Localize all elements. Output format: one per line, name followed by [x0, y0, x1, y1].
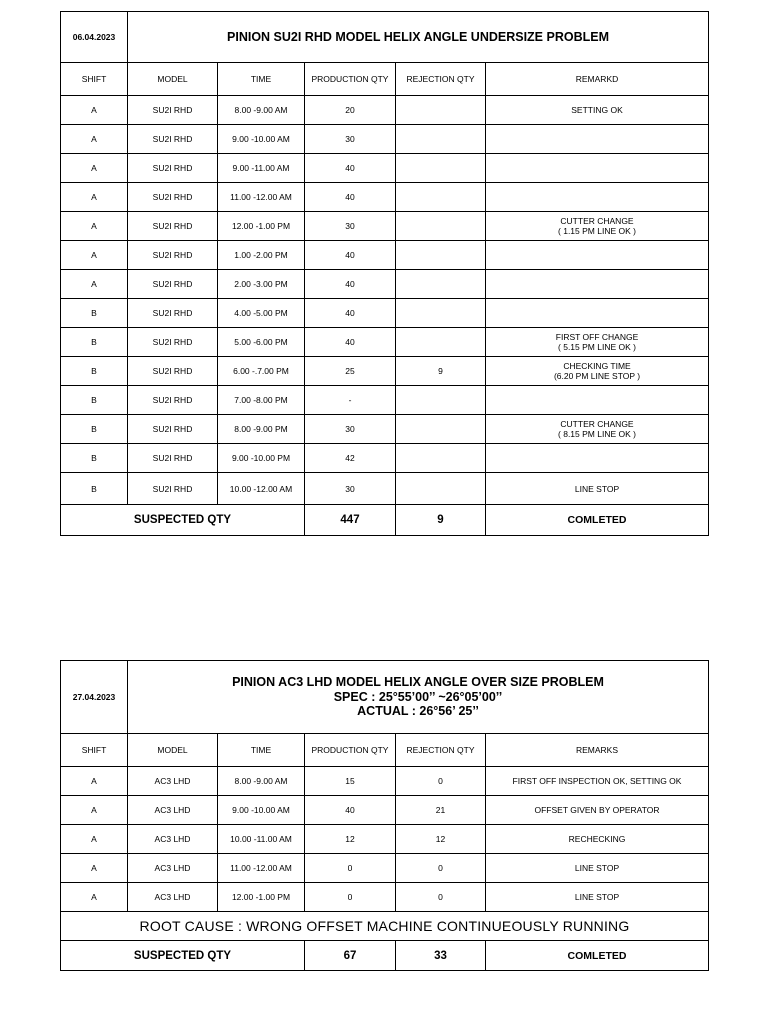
production-qty-cell: 20: [305, 96, 396, 125]
remark-cell: LINE STOP: [486, 883, 709, 912]
model-cell: SU2I RHD: [128, 386, 218, 415]
spec-line: SPEC : 25°55’00’’ ~26°05’00’’: [333, 689, 503, 704]
summary-label: SUSPECTED QTY: [61, 505, 305, 536]
rejection-qty-cell: [396, 183, 486, 212]
time-cell: 12.00 -1.00 PM: [218, 883, 305, 912]
time-cell: 9.00 -10.00 AM: [218, 125, 305, 154]
time-cell: 1.00 -2.00 PM: [218, 241, 305, 270]
production-qty-cell: 40: [305, 183, 396, 212]
remark-line: ( 1.15 PM LINE OK ): [558, 226, 636, 236]
report-title: [128, 661, 709, 734]
model-cell: SU2I RHD: [128, 357, 218, 386]
model-cell: SU2I RHD: [128, 212, 218, 241]
table-row: [61, 270, 709, 299]
table-row: [61, 212, 709, 241]
model-cell: SU2I RHD: [128, 444, 218, 473]
shift-cell: A: [61, 96, 128, 125]
col-remarks: REMARKS: [486, 734, 709, 767]
shift-cell: A: [61, 125, 128, 154]
shift-cell: B: [61, 415, 128, 444]
rejection-qty-cell: [396, 444, 486, 473]
remark-cell: [486, 473, 709, 505]
shift-cell: B: [61, 444, 128, 473]
remark-cell: [486, 183, 709, 212]
col-time: TIME: [218, 63, 305, 96]
time-cell: 6.00 -.7.00 PM: [218, 357, 305, 386]
time-cell: 8.00 -9.00 AM: [218, 96, 305, 125]
rejection-qty-cell: [396, 96, 486, 125]
remark-line: LINE STOP: [574, 483, 620, 494]
report-date: 06.04.2023: [61, 12, 128, 63]
production-qty-cell: 40: [305, 328, 396, 357]
shift-cell: B: [61, 299, 128, 328]
production-qty-cell: 0: [305, 854, 396, 883]
rejection-qty-cell: 0: [396, 854, 486, 883]
model-cell: SU2I RHD: [128, 415, 218, 444]
time-cell: 11.00 -12.00 AM: [218, 183, 305, 212]
table-row: [61, 154, 709, 183]
rejection-qty-cell: [396, 386, 486, 415]
production-qty-cell: 40: [305, 270, 396, 299]
table-header-row: [61, 661, 709, 734]
time-cell: 5.00 -6.00 PM: [218, 328, 305, 357]
shift-cell: A: [61, 883, 128, 912]
summary-production: 67: [305, 941, 396, 971]
shift-cell: A: [61, 854, 128, 883]
col-model: MODEL: [128, 63, 218, 96]
remark-line: (6.20 PM LINE STOP ): [553, 371, 641, 381]
time-cell: 8.00 -9.00 AM: [218, 767, 305, 796]
remark-line: ( 8.15 PM LINE OK ): [558, 429, 636, 439]
table-row: [61, 767, 709, 796]
remark-line: SETTING OK: [571, 105, 623, 115]
summary-row: [61, 941, 709, 971]
production-qty-cell: 12: [305, 825, 396, 854]
remark-cell: [486, 299, 709, 328]
col-production-qty: PRODUCTION QTY: [305, 63, 396, 96]
time-cell: 9.00 -11.00 AM: [218, 154, 305, 183]
shift-cell: A: [61, 212, 128, 241]
table-row: [61, 796, 709, 825]
col-remark: REMARKD: [486, 63, 709, 96]
col-rejection-qty: REJECTION QTY: [396, 734, 486, 767]
production-qty-cell: 40: [305, 241, 396, 270]
table-row: [61, 125, 709, 154]
model-cell: SU2I RHD: [128, 96, 218, 125]
production-qty-cell: 0: [305, 883, 396, 912]
remark-line: CUTTER CHANGE: [560, 216, 634, 226]
rejection-qty-cell: [396, 328, 486, 357]
production-qty-cell: 40: [305, 299, 396, 328]
col-shift: SHIFT: [61, 63, 128, 96]
shift-cell: A: [61, 241, 128, 270]
time-cell: 2.00 -3.00 PM: [218, 270, 305, 299]
remark-cell: LINE STOP: [486, 854, 709, 883]
table-row: [61, 328, 709, 357]
time-cell: 8.00 -9.00 PM: [218, 415, 305, 444]
table-helix-undersize: [60, 11, 709, 536]
time-cell: 9.00 -10.00 AM: [218, 796, 305, 825]
table-row: [61, 444, 709, 473]
remark-cell: [486, 444, 709, 473]
col-shift: SHIFT: [61, 734, 128, 767]
rejection-qty-cell: 0: [396, 883, 486, 912]
column-headers: [61, 63, 709, 96]
col-rejection-qty: REJECTION QTY: [396, 63, 486, 96]
production-qty-cell: 30: [305, 415, 396, 444]
rejection-qty-cell: 21: [396, 796, 486, 825]
production-qty-cell: -: [305, 386, 396, 415]
rejection-qty-cell: [396, 299, 486, 328]
rejection-qty-cell: 12: [396, 825, 486, 854]
table-row: [61, 299, 709, 328]
production-qty-cell: 40: [305, 796, 396, 825]
remark-cell: [486, 212, 709, 241]
shift-cell: B: [61, 357, 128, 386]
model-cell: AC3 LHD: [128, 854, 218, 883]
table-header-row: [61, 12, 709, 63]
model-cell: SU2I RHD: [128, 473, 218, 505]
rejection-qty-cell: [396, 212, 486, 241]
rejection-qty-cell: [396, 270, 486, 299]
summary-status: COMLETED: [486, 505, 709, 536]
summary-row: [61, 505, 709, 536]
report-title: PINION SU2I RHD MODEL HELIX ANGLE UNDERSIZE PROBLEM: [128, 12, 709, 63]
model-cell: AC3 LHD: [128, 796, 218, 825]
remark-cell: [486, 415, 709, 444]
remark-cell: OFFSET GIVEN BY OPERATOR: [486, 796, 709, 825]
table-row: [61, 386, 709, 415]
time-cell: 11.00 -12.00 AM: [218, 854, 305, 883]
rejection-qty-cell: 9: [396, 357, 486, 386]
table-helix-oversize: [60, 660, 709, 971]
summary-rejection: 33: [396, 941, 486, 971]
shift-cell: B: [61, 473, 128, 505]
shift-cell: A: [61, 154, 128, 183]
model-cell: SU2I RHD: [128, 154, 218, 183]
summary-status: COMLETED: [486, 941, 709, 971]
time-cell: 12.00 -1.00 PM: [218, 212, 305, 241]
table-row: [61, 473, 709, 505]
remark-line: ( 5.15 PM LINE OK ): [558, 342, 636, 352]
table-row: [61, 241, 709, 270]
model-cell: SU2I RHD: [128, 183, 218, 212]
summary-label: SUSPECTED QTY: [61, 941, 305, 971]
production-qty-cell: 40: [305, 154, 396, 183]
production-qty-cell: 42: [305, 444, 396, 473]
time-cell: 7.00 -8.00 PM: [218, 386, 305, 415]
remark-line: FIRST OFF CHANGE: [555, 332, 639, 342]
remark-line: CHECKING TIME: [563, 361, 631, 371]
rejection-qty-cell: [396, 241, 486, 270]
rejection-qty-cell: [396, 415, 486, 444]
remark-cell: [486, 328, 709, 357]
remark-cell: [486, 96, 709, 125]
production-qty-cell: 30: [305, 212, 396, 241]
actual-line: ACTUAL : 26°56’ 25’’: [357, 704, 479, 719]
production-qty-cell: 30: [305, 473, 396, 505]
report-date: 27.04.2023: [61, 661, 128, 734]
table-row: [61, 854, 709, 883]
table-row: [61, 883, 709, 912]
remark-cell: [486, 270, 709, 299]
remark-line: CUTTER CHANGE: [560, 419, 634, 429]
model-cell: SU2I RHD: [128, 270, 218, 299]
model-cell: SU2I RHD: [128, 299, 218, 328]
model-cell: AC3 LHD: [128, 883, 218, 912]
title-line: PINION AC3 LHD MODEL HELIX ANGLE OVER SIZE PROBLEM: [232, 675, 604, 690]
root-cause-row: [61, 912, 709, 941]
remark-cell: [486, 241, 709, 270]
time-cell: 4.00 -5.00 PM: [218, 299, 305, 328]
rejection-qty-cell: 0: [396, 767, 486, 796]
remark-cell: [486, 125, 709, 154]
rejection-qty-cell: [396, 154, 486, 183]
shift-cell: A: [61, 183, 128, 212]
summary-production: 447: [305, 505, 396, 536]
col-production-qty: PRODUCTION QTY: [305, 734, 396, 767]
table-row: [61, 415, 709, 444]
time-cell: 9.00 -10.00 PM: [218, 444, 305, 473]
rejection-qty-cell: [396, 473, 486, 505]
column-headers: [61, 734, 709, 767]
time-cell: 10.00 -11.00 AM: [218, 825, 305, 854]
table-row: [61, 96, 709, 125]
summary-rejection: 9: [396, 505, 486, 536]
col-time: TIME: [218, 734, 305, 767]
shift-cell: B: [61, 386, 128, 415]
model-cell: SU2I RHD: [128, 125, 218, 154]
shift-cell: A: [61, 270, 128, 299]
remark-cell: [486, 357, 709, 386]
time-cell: 10.00 -12.00 AM: [218, 473, 305, 505]
remark-cell: [486, 386, 709, 415]
shift-cell: A: [61, 796, 128, 825]
model-cell: AC3 LHD: [128, 767, 218, 796]
shift-cell: A: [61, 767, 128, 796]
remark-cell: [486, 154, 709, 183]
col-model: MODEL: [128, 734, 218, 767]
table-row: [61, 357, 709, 386]
root-cause: ROOT CAUSE : WRONG OFFSET MACHINE CONTINUEOUSLY RUNNING: [61, 912, 709, 941]
production-qty-cell: 25: [305, 357, 396, 386]
remark-cell: FIRST OFF INSPECTION OK, SETTING OK: [486, 767, 709, 796]
production-qty-cell: 30: [305, 125, 396, 154]
production-qty-cell: 15: [305, 767, 396, 796]
shift-cell: B: [61, 328, 128, 357]
model-cell: AC3 LHD: [128, 825, 218, 854]
model-cell: SU2I RHD: [128, 328, 218, 357]
table-row: [61, 825, 709, 854]
remark-cell: RECHECKING: [486, 825, 709, 854]
table-row: [61, 183, 709, 212]
shift-cell: A: [61, 825, 128, 854]
rejection-qty-cell: [396, 125, 486, 154]
model-cell: SU2I RHD: [128, 241, 218, 270]
